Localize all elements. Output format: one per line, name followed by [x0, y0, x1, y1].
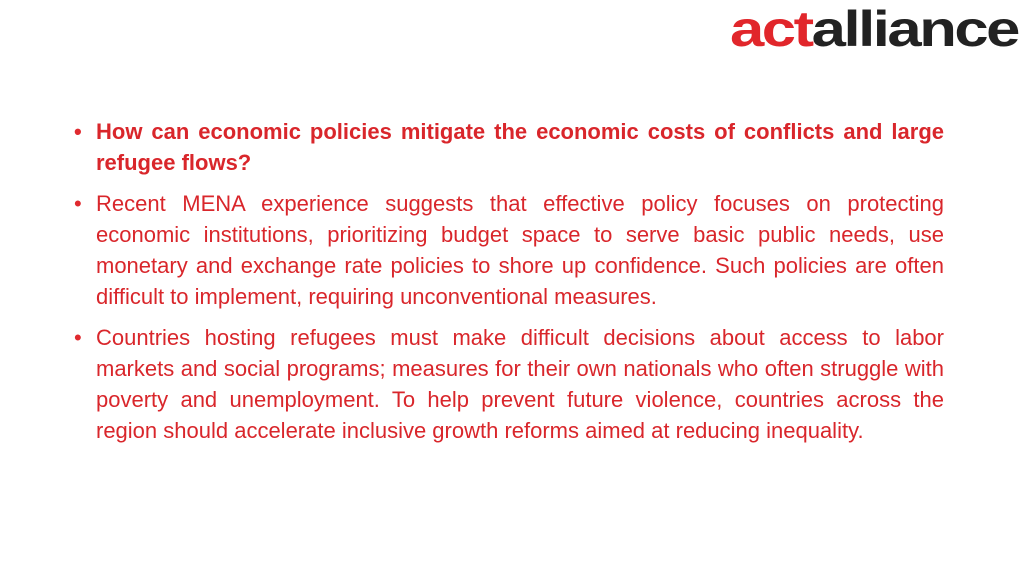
svg-text:actalliance — [730, 4, 1019, 56]
logo-graphic — [730, 4, 1020, 56]
bullet-mena-experience: • Recent MENA experience suggests that effective policy focuses on protecting economic institutions, prioritizing budget space to serve basic public needs, use monetary and exchange rate policies to shore up confidence. Such policies are often difficult to implement, requiring unconventional measures. — [74, 188, 944, 312]
logo-part-act: act — [730, 4, 797, 56]
bullet-list — [74, 116, 944, 456]
actalliance-logo — [730, 4, 1020, 56]
logo-part-alliance: alliance — [811, 4, 980, 56]
bullet-question: • How can economic policies mitigate the economic costs of conflicts and large refugee flows? — [74, 116, 944, 178]
bullet-hosting-countries: • Countries hosting refugees must make difficult decisions about access to labor markets and social programs; measures for their own nationals who often struggle with poverty and unemployment. To help prevent future violence, countries across the region should accelerate inclusive growth reforms aimed at reducing inequality. — [74, 322, 944, 446]
